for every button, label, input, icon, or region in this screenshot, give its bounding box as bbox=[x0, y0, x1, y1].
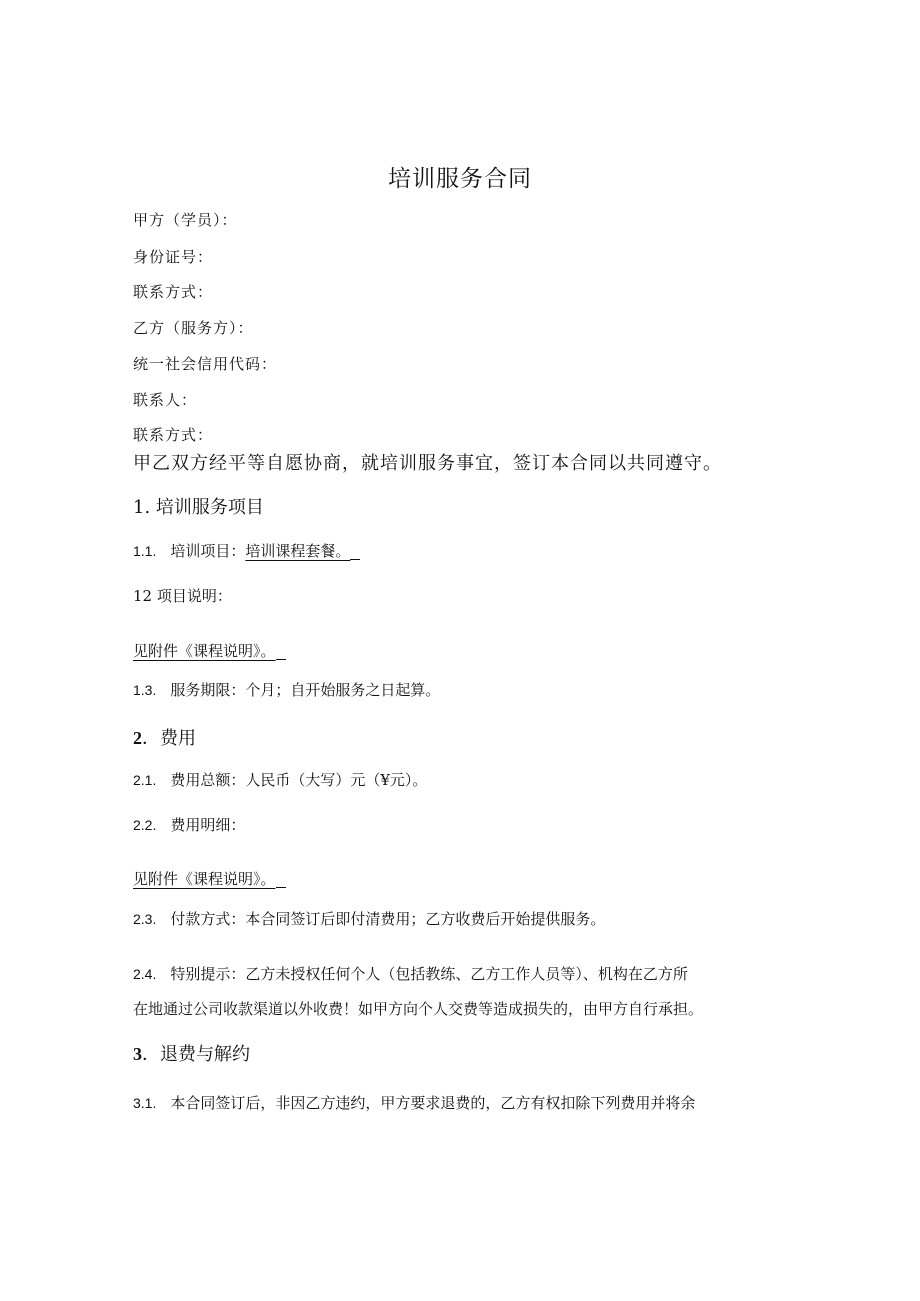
underline-filler bbox=[350, 558, 360, 560]
section-1-heading: 1. 培训服务项目 bbox=[133, 497, 264, 518]
clause-1-2: 12 项目说明： bbox=[133, 587, 232, 605]
clause-label: 培训项目： bbox=[170, 542, 246, 560]
section-title: ．退费与解约 bbox=[142, 1044, 250, 1065]
clause-number: 3.1. bbox=[133, 1095, 157, 1111]
clause-number: 1.1. bbox=[133, 543, 157, 559]
clause-2-2-value bbox=[133, 872, 286, 888]
party-b-person-field: 联系人： bbox=[133, 391, 198, 409]
party-b-contact-field: 联系方式： bbox=[133, 426, 214, 444]
clause-number: 2.2. bbox=[133, 817, 157, 833]
clause-number: 1.3. bbox=[133, 682, 157, 698]
id-number-field: 身份证号： bbox=[133, 248, 214, 266]
section-title: ．费用 bbox=[142, 728, 196, 749]
section-3-heading bbox=[133, 1045, 250, 1064]
party-b-field: 乙方（服务方）： bbox=[133, 319, 254, 337]
clause-2-4 bbox=[133, 967, 688, 982]
intro-paragraph: 甲乙双方经平等自愿协商，就培训服务事宜，签订本合同以共同遵守。 bbox=[133, 453, 722, 474]
clause-2-1 bbox=[133, 773, 427, 788]
clause-3-1 bbox=[133, 1096, 695, 1111]
party-a-field: 甲方（学员）： bbox=[133, 211, 238, 229]
clause-2-2 bbox=[133, 818, 245, 833]
clause-2-3 bbox=[133, 912, 605, 927]
clause-text: 特别提示：乙方未授权任何个人（包括教练、乙方工作人员等）、机构在乙方所 bbox=[170, 965, 688, 983]
clause-number: 2.1. bbox=[133, 772, 157, 788]
clause-text: 费用总额：人民币（大写）元（¥元）。 bbox=[170, 771, 428, 789]
clause-1-1 bbox=[133, 544, 360, 560]
contract-title: 培训服务合同 bbox=[388, 166, 532, 192]
attachment-reference: 见附件《课程说明》。 bbox=[133, 870, 276, 888]
section-number: 3 bbox=[133, 1044, 142, 1064]
clause-text: 费用明细： bbox=[170, 816, 246, 834]
underline-filler bbox=[276, 658, 286, 660]
clause-number: 2.4. bbox=[133, 966, 157, 982]
section-number: 2 bbox=[133, 728, 142, 748]
clause-1-3 bbox=[133, 683, 440, 698]
party-a-contact-field: 联系方式： bbox=[133, 283, 214, 301]
section-2-heading bbox=[133, 729, 196, 748]
clause-text: 服务期限：个月；自开始服务之日起算。 bbox=[170, 681, 441, 699]
clause-text: 付款方式：本合同签订后即付清费用；乙方收费后开始提供服务。 bbox=[170, 910, 606, 928]
attachment-reference: 见附件《课程说明》。 bbox=[133, 642, 276, 660]
underline-filler bbox=[276, 886, 286, 888]
credit-code-field: 统一社会信用代码： bbox=[133, 355, 278, 373]
clause-text: 本合同签订后，非因乙方违约，甲方要求退费的，乙方有权扣除下列费用并将余 bbox=[170, 1094, 696, 1112]
clause-1-2-value bbox=[133, 644, 286, 660]
training-item-value: 培训课程套餐。 bbox=[245, 542, 351, 560]
clause-2-4-continued: 在地通过公司收款渠道以外收费！如甲方向个人交费等造成损失的，由甲方自行承担。 bbox=[133, 1000, 704, 1018]
clause-number: 2.3. bbox=[133, 911, 157, 927]
